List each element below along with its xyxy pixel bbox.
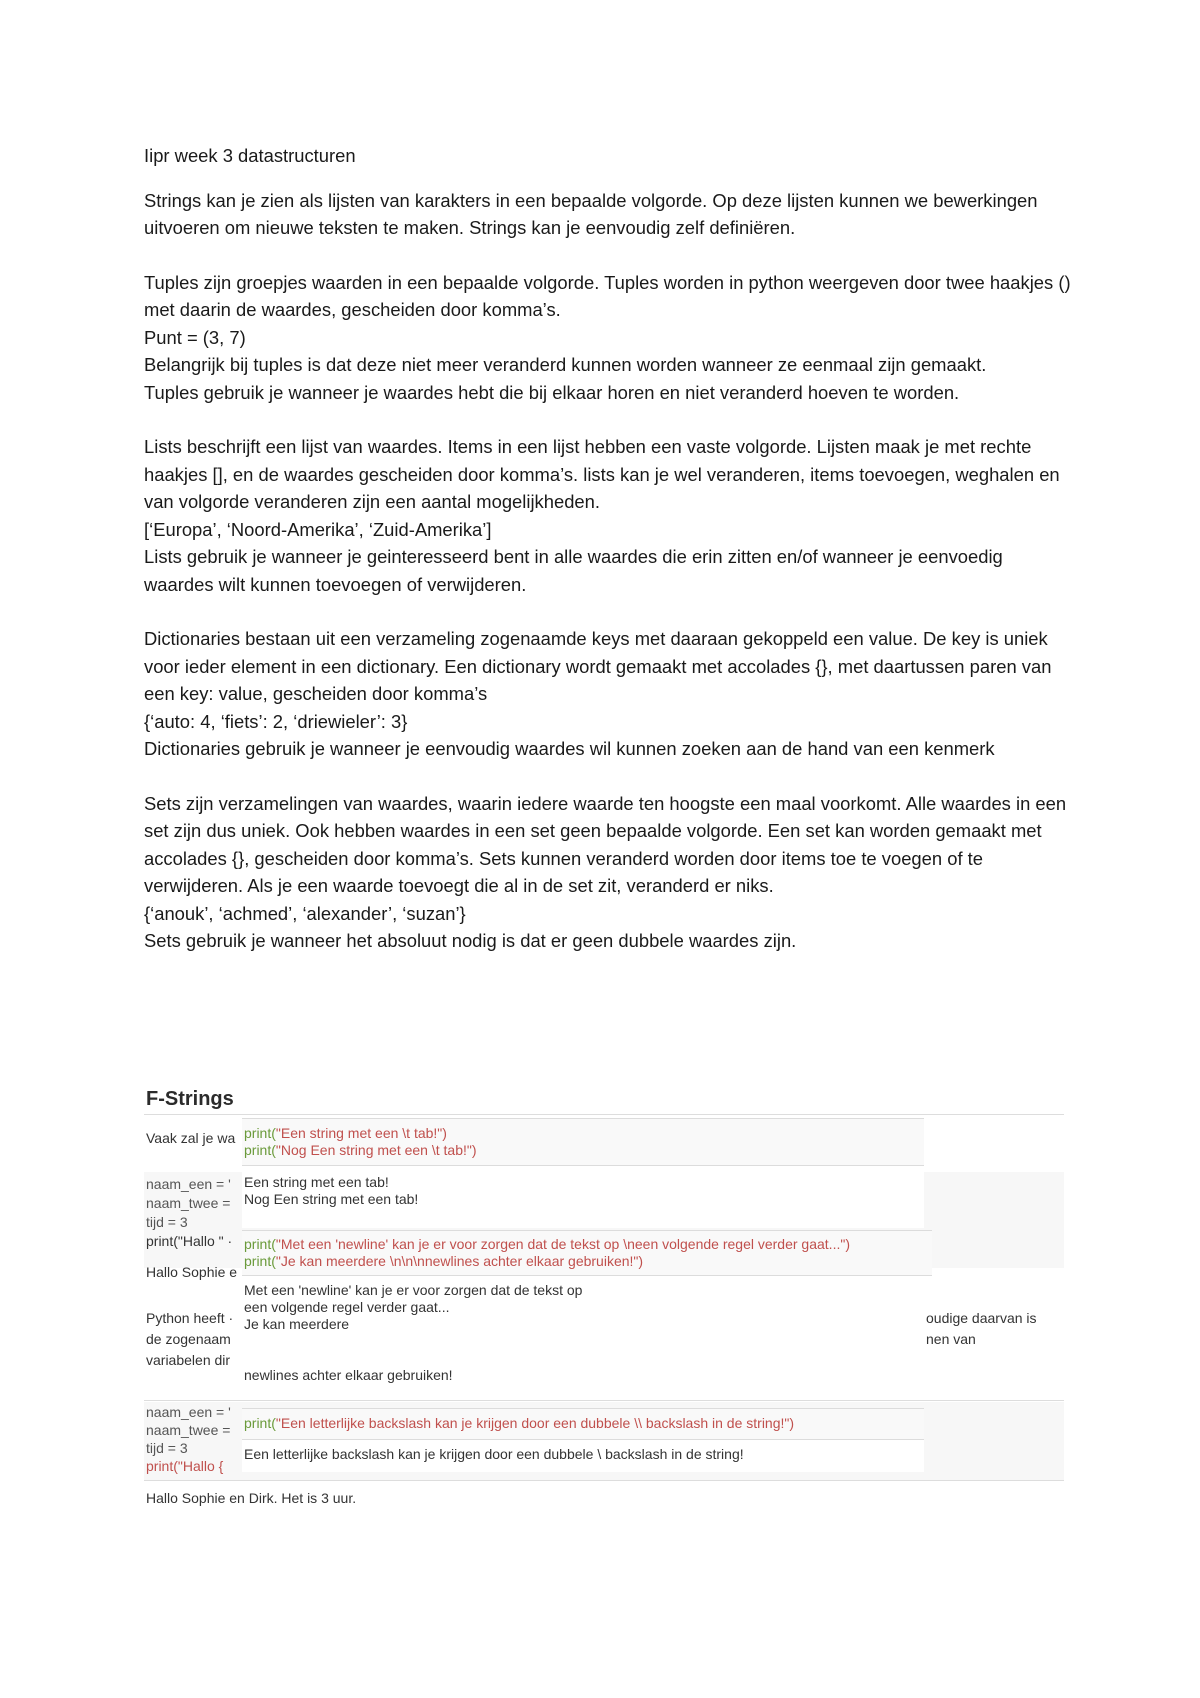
- bg-code-naam-twee-2: naam_twee =: [146, 1422, 231, 1438]
- tuples-paragraph: Tuples zijn groepjes waarden in een bepaalde volgorde. Tuples worden in python weergeven door twee haakjes () met daarin de waardes, gescheiden door komma’s.: [144, 271, 1071, 320]
- tab-output-line-2: Nog Een string met een tab!: [244, 1191, 419, 1207]
- bg-text-zogenaam: de zogenaam: [146, 1331, 231, 1347]
- tab-example-output-box: [242, 1170, 924, 1228]
- newline-code-line-2: print("Je kan meerdere \n\n\nnewlines achter elkaar gebruiken!"): [244, 1253, 644, 1269]
- newline-example-output-box: [242, 1278, 924, 1394]
- bg-text-vaak: Vaak zal je wa: [146, 1130, 236, 1146]
- backslash-example-code-box: [242, 1408, 924, 1440]
- bg-code-print-hallo: print("Hallo " ·: [146, 1233, 233, 1249]
- newline-example-code-box: [242, 1230, 932, 1276]
- bg-code-naam-een-2: naam_een = ': [146, 1404, 231, 1420]
- bg-text-variabelen: variabelen dir: [146, 1352, 231, 1368]
- bg-final-output: Hallo Sophie en Dirk. Het is 3 uur.: [146, 1490, 357, 1506]
- bg-text-right-2: nen van: [926, 1331, 976, 1347]
- heading-divider: [144, 1114, 1064, 1115]
- document-body: [144, 142, 1074, 955]
- bg-text-python-heeft: Python heeft ·: [146, 1310, 234, 1326]
- newline-output-line-2: een volgende regel verder gaat...: [244, 1299, 450, 1315]
- bg-output-hallo-sophie: Hallo Sophie e: [146, 1264, 238, 1280]
- backslash-example-output-box: [242, 1440, 924, 1472]
- lists-paragraph-2: Lists gebruik je wanneer je geinteresseerd bent in alle waardes die erin zitten en/of wanneer je eenvoedig waardes wilt kunnen toevoegen of verwijderen.: [144, 546, 1003, 595]
- lists-paragraph: Lists beschrijft een lijst van waardes. Items in een lijst hebben een vaste volgorde. Lijsten maak je met rechte haakjes [], en de waardes gescheiden door komma’s. lists kan je wel veranderen, items toevoegen, weghalen en van volgorde veranderen zijn een aantal mogelijkheden.: [144, 436, 1060, 512]
- newline-code-line-1: print("Met een 'newline' kan je er voor zorgen dat de tekst op \neen volgende regel verder gaat..."): [244, 1236, 850, 1252]
- tuples-paragraph-3: Tuples gebruik je wanneer je waardes hebt die bij elkaar horen en niet veranderd hoeven te worden.: [144, 381, 960, 403]
- bg-code-tijd-2: tijd = 3: [146, 1440, 188, 1456]
- tab-code-line-1: print("Een string met een \t tab!"): [244, 1125, 447, 1141]
- dictionaries-paragraph: Dictionaries bestaan uit een verzameling zogenaamde keys met daaraan gekoppeld een value. De key is uniek voor ieder element in een dictionary. Een dictionary wordt gemaakt met accolades {}, met daartussen paren van een key: value, gescheiden door komma’s: [144, 628, 1052, 704]
- dictionaries-paragraph-2: Dictionaries gebruik je wanneer je eenvoudig waardes wil kunnen zoeken aan de hand van een kenmerk: [144, 738, 995, 759]
- bg-code-print-hallo-2: print("Hallo {: [146, 1458, 224, 1474]
- bg-code-naam-een: naam_een = ': [146, 1176, 231, 1192]
- tab-output-line-1: Een string met een tab!: [244, 1174, 389, 1190]
- lists-example: [‘Europa’, ‘Noord-Amerika’, ‘Zuid-Amerika’]: [144, 518, 492, 540]
- fstrings-heading: F-Strings: [146, 1088, 234, 1110]
- sets-paragraph: Sets zijn verzamelingen van waardes, waarin iedere waarde ten hoogste een maal voorkomt. Alle waardes in een set zijn dus uniek. Ook hebben waardes in een set geen bepaalde volgorde. Een set kan worden gemaakt met accolades {}, gescheiden door komma’s. Sets kunnen veranderd worden door items toe te voegen of te verwijderen. Als je een waarde toevoegt die al in de set zit, veranderd er niks.: [144, 792, 1067, 896]
- tab-example-code-box: [242, 1118, 924, 1166]
- newline-output-line-3: Je kan meerdere: [244, 1316, 350, 1332]
- tuples-example: Punt = (3, 7): [144, 326, 246, 348]
- strings-paragraph: Strings kan je zien als lijsten van karakters in een bepaalde volgorde. Op deze lijsten kunnen we bewerkingen uitvoeren om nieuwe teksten te maken. Strings kan je eenvoudig zelf definiëren.: [144, 189, 1038, 238]
- tuples-paragraph-2: Belangrijk bij tuples is dat deze niet meer veranderd kunnen worden wanneer ze eenmaal zijn gemaakt.: [144, 354, 987, 375]
- bg-divider: [144, 1400, 1064, 1401]
- newline-output-line-1: Met een 'newline' kan je er voor zorgen dat de tekst op: [244, 1282, 583, 1298]
- sets-paragraph-2: Sets gebruik je wanneer het absoluut nodig is dat er geen dubbele waardes zijn.: [144, 930, 797, 951]
- newline-output-line-4: newlines achter elkaar gebruiken!: [244, 1367, 453, 1383]
- bg-text-right-1: oudige daarvan is: [926, 1310, 1037, 1326]
- bg-code-tijd: tijd = 3: [146, 1214, 188, 1230]
- backslash-output-line: Een letterlijke backslash kan je krijgen door een dubbele \ backslash in de string!: [244, 1446, 744, 1462]
- tab-code-line-2: print("Nog Een string met een \t tab!"): [244, 1142, 477, 1158]
- sets-example: {‘anouk’, ‘achmed’, ‘alexander’, ‘suzan’}: [144, 902, 466, 924]
- document-title: Iipr week 3 datastructuren: [144, 145, 356, 166]
- bg-divider-2: [144, 1480, 1064, 1481]
- backslash-code-line: print("Een letterlijke backslash kan je krijgen door een dubbele \\ backslash in de string!"): [244, 1415, 795, 1431]
- dictionaries-example: {‘auto: 4, ‘fiets’: 2, ‘driewieler’: 3}: [144, 710, 408, 732]
- fstrings-screenshot-collage: [144, 1080, 1064, 1520]
- bg-code-naam-twee: naam_twee =: [146, 1195, 231, 1211]
